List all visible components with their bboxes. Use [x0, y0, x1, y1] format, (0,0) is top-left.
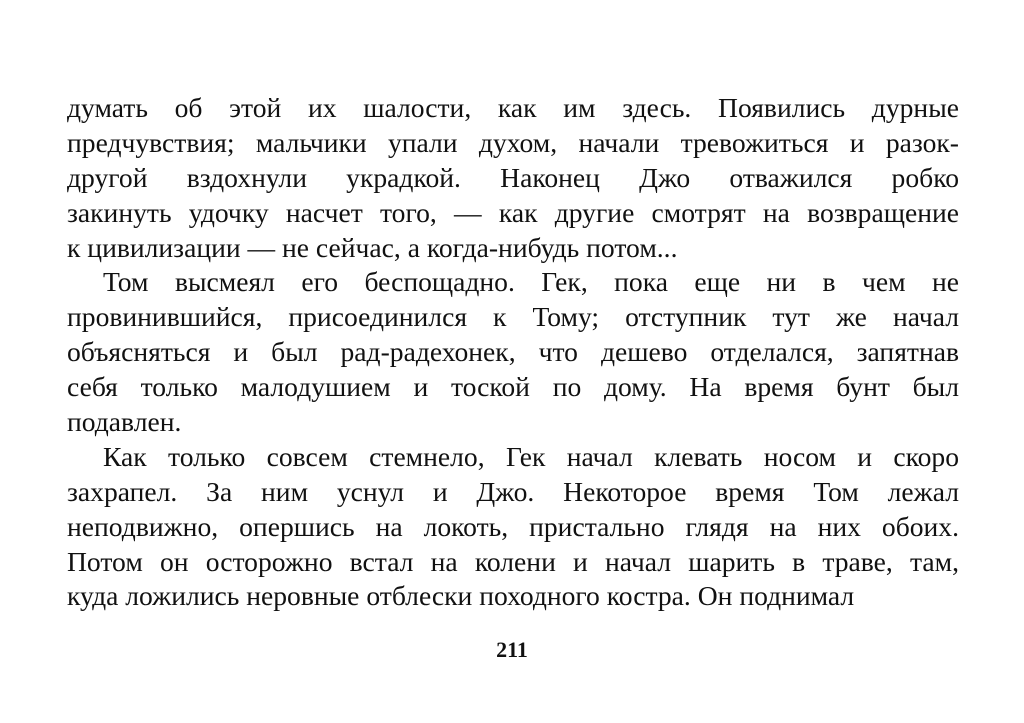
text-line: захрапел. За ним уснул и Джо. Некоторое время Том лежал	[67, 475, 959, 507]
text-line: закинуть удочку насчет того, — как другие смотрят на возвращение	[67, 196, 959, 228]
text-line: неподвижно, опершись на локоть, пристально глядя на них обоих.	[67, 510, 959, 542]
page-number: 211	[496, 637, 528, 662]
text-line: объясняться и был рад-радехонек, что дешево отделался, запятнав	[67, 336, 959, 368]
body-text	[67, 91, 959, 614]
text-line: предчувствия; мальчики упали духом, начали тревожиться и разок-	[67, 126, 959, 158]
text-line: подавлен.	[67, 406, 182, 438]
text-line: другой вздохнули украдкой. Наконец Джо отважился робко	[67, 161, 959, 193]
text-line: куда ложились неровные отблески походного костра. Он поднимал	[67, 580, 855, 612]
text-line: думать об этой их шалости, как им здесь. Появились дурные	[67, 92, 959, 123]
text-line: провинившийся, присоединился к Тому; отступник тут же начал	[67, 301, 959, 333]
text-line: Потом он осторожно встал на колени и начал шарить в траве, там,	[67, 545, 959, 577]
paragraph-first-line: Как только совсем стемнело, Гек начал клевать носом и скоро	[103, 440, 959, 472]
text-line: себя только малодушием и тоской по дому. На время бунт был	[67, 371, 959, 403]
paragraph-first-line: Том высмеял его беспощадно. Гек, пока еще ни в чем не	[103, 266, 959, 298]
text-line: к цивилизации — не сейчас, а когда-нибудь потом...	[67, 231, 678, 263]
